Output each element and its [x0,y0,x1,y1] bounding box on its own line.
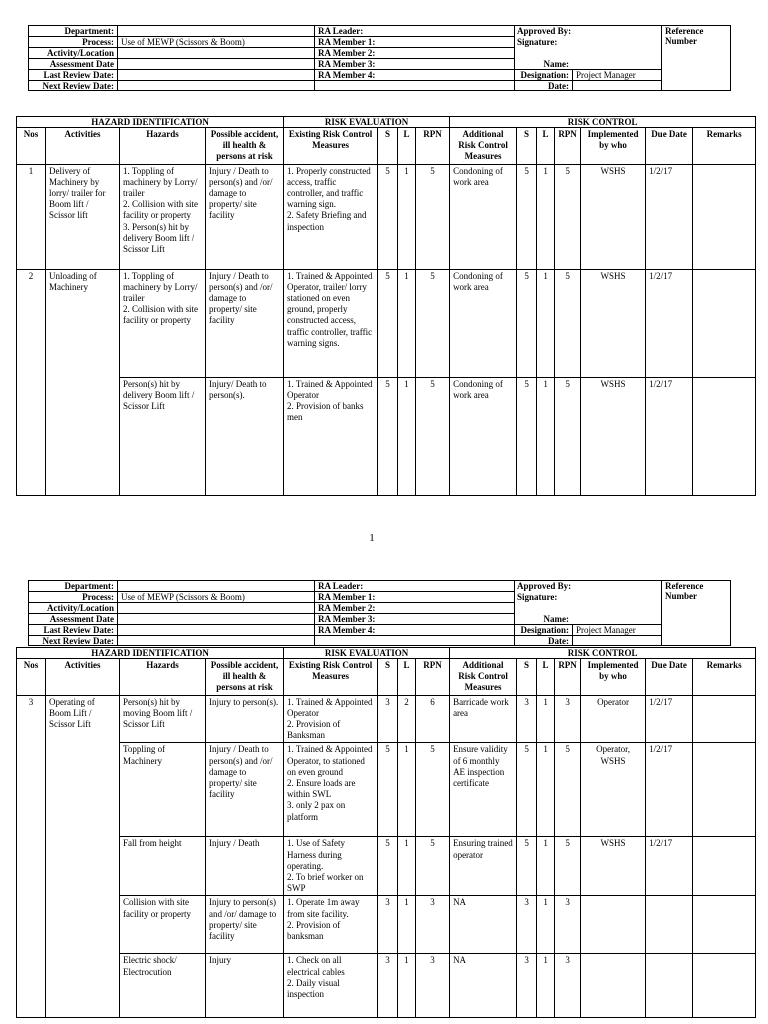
approved-by-label: Approved By: [517,26,572,36]
cell-remarks [693,377,756,495]
cell-s2: 5 [517,377,537,495]
risk-control-heading: RISK CONTROL [450,117,756,128]
cell-l2: 1 [537,695,555,743]
cell-due: 1/2/17 [646,695,693,743]
department-label: Department: [64,26,114,36]
cell-rpn2: 5 [555,743,581,837]
cell-additional: NA [450,896,517,954]
cell-s2: 5 [517,743,537,837]
page-number: 1 [369,532,375,544]
cell-additional: Condoning of work area [450,377,517,495]
cell-possible: Injury to person(s). [206,695,284,743]
cell-remarks [693,695,756,743]
col-l-residual: L [537,128,555,165]
col-due-date: Due Date [646,128,693,165]
name-label: Name: [543,59,569,69]
cell-hazard: 1. Toppling of machinery by Lorry/ trailer 2. Collision with site facility or property 3. Person(s) hit by delivery Boom lift / Scissor Lift [120,164,206,269]
risk-evaluation-heading: RISK EVALUATION [284,117,450,128]
next-review-date-label: Next Review Date: [42,81,114,91]
cell-rpn: 3 [416,954,450,1018]
cell-possible: Injury to person(s) and /or/ damage to property/ site facility [206,896,284,954]
cell-due: 1/2/17 [646,743,693,837]
cell-additional: Barricade work area [450,695,517,743]
cell-remarks [693,164,756,269]
table-row [17,743,756,837]
cell-hazard: Person(s) hit by delivery Boom lift / Scissor Lift [120,377,206,495]
cell-rpn: 5 [416,377,450,495]
process-label: Process: [82,37,114,47]
activity-location-label: Activity/Location [47,48,114,58]
ra-member1-label: RA Member 1: [318,592,376,602]
cell-implemented: WSHS [581,269,646,377]
activity-location-label: Activity/Location [47,603,114,613]
col-possible-accident: Possible accident, ill health & persons at risk [206,659,284,696]
col-rpn: RPN [416,659,450,696]
cell-possible: Injury / Death [206,837,284,896]
risk-assessment-table [16,116,756,496]
cell-existing: 1. Use of Safety Harness during operating. 2. To brief worker on SWP [284,837,378,896]
table-row [17,837,756,896]
cell-l: 1 [398,837,416,896]
ra-member1-label: RA Member 1: [318,37,376,47]
assessment-date-label: Assessment Date [49,614,114,624]
cell-rpn: 5 [416,269,450,377]
cell-s: 3 [378,896,398,954]
cell-due: 1/2/17 [646,269,693,377]
cell-hazard: Fall from height [120,837,206,896]
last-review-date-label: Last Review Date: [43,625,114,635]
cell-rpn2: 3 [555,896,581,954]
cell-due [646,954,693,1018]
approved-by-label: Approved By: [517,581,572,591]
cell-remarks [693,896,756,954]
ra-leader-label: RA Leader: [318,581,364,591]
signature-label: Signature: [517,37,558,47]
cell-s2: 5 [517,837,537,896]
cell-implemented [581,896,646,954]
ra-member4-label: RA Member 4: [318,70,376,80]
cell-hazard: Person(s) hit by moving Boom lift / Scissor Lift [120,695,206,743]
cell-rpn: 3 [416,896,450,954]
cell-hazard: Electric shock/ Electrocution [120,954,206,1018]
assessment-header [28,25,731,91]
cell-l: 1 [398,269,416,377]
col-s-residual: S [517,128,537,165]
cell-additional: Condoning of work area [450,164,517,269]
designation-value: Project Manager [576,70,636,80]
process-value: Use of MEWP (Scissors & Boom) [121,37,245,47]
designation-label: Designation: [520,70,569,80]
cell-l2: 1 [537,954,555,1018]
process-label: Process: [82,592,114,602]
cell-rpn: 5 [416,837,450,896]
cell-remarks [693,743,756,837]
table-row [17,269,756,377]
cell-hazard: 1. Toppling of machinery by Lorry/ trailer 2. Collision with site facility or property [120,269,206,377]
cell-nos: 2 [17,269,46,495]
risk-evaluation-heading: RISK EVALUATION [284,648,450,659]
cell-implemented [581,954,646,1018]
cell-l: 1 [398,896,416,954]
cell-existing: 1. Properly constructed access, traffic controller, and traffic warning sign. 2. Safety Briefing and inspection [284,164,378,269]
ra-member2-label: RA Member 2: [318,48,376,58]
cell-l2: 1 [537,743,555,837]
cell-rpn2: 3 [555,954,581,1018]
col-nos: Nos [17,659,46,696]
col-rpn: RPN [416,128,450,165]
reference-number-label: Reference Number [665,581,704,601]
cell-possible: Injury / Death to person(s) and /or/ damage to property/ site facility [206,269,284,377]
cell-s2: 3 [517,896,537,954]
cell-possible: Injury/ Death to person(s). [206,377,284,495]
col-l: L [398,128,416,165]
ra-member2-label: RA Member 2: [318,603,376,613]
cell-nos: 3 [17,695,46,1018]
col-implemented-by: Implemented by who [581,128,646,165]
department-label: Department: [64,581,114,591]
hazard-identification-heading: HAZARD IDENTIFICATION [17,648,284,659]
name-label: Name: [543,614,569,624]
table-row [17,164,756,269]
cell-s: 5 [378,269,398,377]
cell-due: 1/2/17 [646,164,693,269]
cell-s: 5 [378,837,398,896]
cell-s: 3 [378,695,398,743]
col-existing-measures: Existing Risk Control Measures [284,659,378,696]
ra-member3-label: RA Member 3: [318,614,376,624]
col-hazards: Hazards [120,128,206,165]
col-activities: Activities [46,659,120,696]
col-additional-measures: Additional Risk Control Measures [450,659,517,696]
ra-member4-label: RA Member 4: [318,625,376,635]
risk-assessment-table [16,647,756,1018]
last-review-date-label: Last Review Date: [43,70,114,80]
reference-number-label: Reference Number [665,26,704,46]
cell-s: 5 [378,743,398,837]
cell-existing: 1. Trained & Appointed Operator, to stationed on even ground 2. Ensure loads are within SWL 3. only 2 pax on platform [284,743,378,837]
cell-l: 1 [398,164,416,269]
cell-l: 2 [398,695,416,743]
cell-s2: 5 [517,164,537,269]
cell-l: 1 [398,377,416,495]
cell-l: 1 [398,743,416,837]
col-nos: Nos [17,128,46,165]
cell-l: 1 [398,954,416,1018]
cell-implemented: Operator [581,695,646,743]
process-value: Use of MEWP (Scissors & Boom) [121,592,245,602]
table-row [17,896,756,954]
cell-s2: 5 [517,269,537,377]
cell-l2: 1 [537,377,555,495]
cell-due: 1/2/17 [646,837,693,896]
cell-additional: Ensuring trained operator [450,837,517,896]
cell-s: 5 [378,377,398,495]
hazard-identification-heading: HAZARD IDENTIFICATION [17,117,284,128]
cell-rpn: 6 [416,695,450,743]
cell-additional: Condoning of work area [450,269,517,377]
cell-hazard: Collision with site facility or property [120,896,206,954]
next-review-date-label: Next Review Date: [42,636,114,646]
cell-s: 3 [378,954,398,1018]
page-2 [0,555,768,1024]
cell-rpn2: 3 [555,695,581,743]
col-existing-measures: Existing Risk Control Measures [284,128,378,165]
col-l-residual: L [537,659,555,696]
cell-remarks [693,954,756,1018]
cell-due: 1/2/17 [646,377,693,495]
ra-leader-label: RA Leader: [318,26,364,36]
cell-possible: Injury [206,954,284,1018]
cell-l2: 1 [537,896,555,954]
cell-implemented: WSHS [581,837,646,896]
col-due-date: Due Date [646,659,693,696]
col-hazards: Hazards [120,659,206,696]
cell-existing: 1. Operate 1m away from site facility. 2. Provision of banksman [284,896,378,954]
cell-implemented: WSHS [581,164,646,269]
col-implemented-by: Implemented by who [581,659,646,696]
cell-rpn2: 5 [555,164,581,269]
cell-s2: 3 [517,954,537,1018]
ra-member3-label: RA Member 3: [318,59,376,69]
cell-rpn: 5 [416,743,450,837]
table-row [17,377,756,495]
col-l: L [398,659,416,696]
col-rpn-residual: RPN [555,659,581,696]
cell-nos: 1 [17,164,46,269]
cell-possible: Injury / Death to person(s) and /or/ damage to property/ site facility [206,743,284,837]
col-rpn-residual: RPN [555,128,581,165]
cell-hazard: Toppling of Machinery [120,743,206,837]
cell-activity: Delivery of Machinery by lorry/ trailer for Boom lift / Scissor lift [46,164,120,269]
signature-label: Signature: [517,592,558,602]
cell-additional: Ensure validity of 6 monthly AE inspection certificate [450,743,517,837]
cell-remarks [693,837,756,896]
cell-rpn2: 5 [555,377,581,495]
table-row [17,695,756,743]
risk-control-heading: RISK CONTROL [450,648,756,659]
cell-due [646,896,693,954]
assessment-header [28,580,731,646]
cell-possible: Injury / Death to person(s) and /or/ damage to property/ site facility [206,164,284,269]
date-label: Date: [548,636,569,646]
cell-activity: Operating of Boom Lift / Scissor Lift [46,695,120,1018]
cell-activity: Unloading of Machinery [46,269,120,495]
col-s: S [378,659,398,696]
designation-label: Designation: [520,625,569,635]
assessment-date-label: Assessment Date [49,59,114,69]
cell-existing: 1. Trained & Appointed Operator 2. Provision of Banksman [284,695,378,743]
col-additional-measures: Additional Risk Control Measures [450,128,517,165]
col-s-residual: S [517,659,537,696]
cell-implemented: Operator, WSHS [581,743,646,837]
col-activities: Activities [46,128,120,165]
cell-existing: 1. Trained & Appointed Operator, trailer/ lorry stationed on even ground, properly constructed access, traffic controller, traffic warning signs. [284,269,378,377]
cell-l2: 1 [537,837,555,896]
cell-s2: 3 [517,695,537,743]
cell-rpn2: 5 [555,269,581,377]
cell-implemented: WSHS [581,377,646,495]
cell-existing: 1. Check on all electrical cables 2. Daily visual inspection [284,954,378,1018]
cell-l2: 1 [537,164,555,269]
cell-remarks [693,269,756,377]
cell-rpn2: 5 [555,837,581,896]
table-row [17,954,756,1018]
cell-existing: 1. Trained & Appointed Operator 2. Provision of banks men [284,377,378,495]
col-remarks: Remarks [693,659,756,696]
designation-value: Project Manager [576,625,636,635]
cell-additional: NA [450,954,517,1018]
col-remarks: Remarks [693,128,756,165]
cell-l2: 1 [537,269,555,377]
col-s: S [378,128,398,165]
date-label: Date: [548,81,569,91]
col-possible-accident: Possible accident, ill health & persons at risk [206,128,284,165]
cell-rpn: 5 [416,164,450,269]
cell-s: 5 [378,164,398,269]
